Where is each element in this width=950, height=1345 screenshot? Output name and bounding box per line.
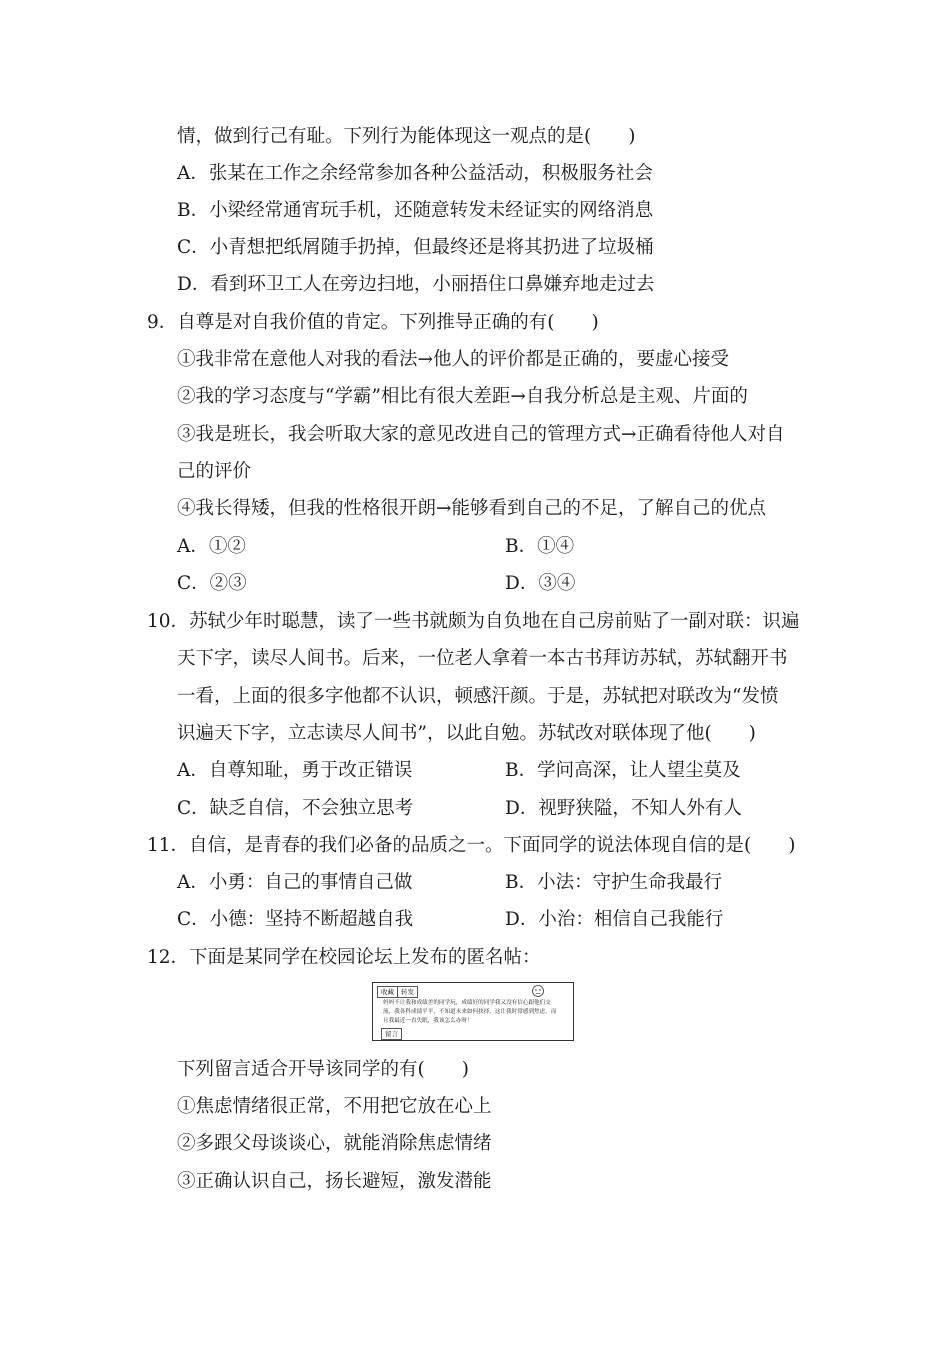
- question-10-stem-4: 识遍天下字，立志读尽人间书”，以此自勉。苏轼改对联体现了他( ): [177, 723, 756, 744]
- worried-face-icon: [531, 984, 545, 998]
- question-10-stem: 10．苏轼少年时聪慧，读了一些书就颇为自负地在自己房前贴了一副对联：识遍: [147, 611, 800, 632]
- question-12-stem: 12．下面是某同学在校园论坛上发布的匿名帖：: [147, 947, 541, 968]
- reply-button: 留言: [381, 1028, 402, 1040]
- question-8-stem-end: 情，做到行己有耻。下列行为能体现这一观点的是( ): [177, 126, 636, 147]
- q10-option-b: B．学问高深，让人望尘莫及: [505, 760, 741, 781]
- q9-statement-1: ①我非常在意他人对我的看法→他人的评价都是正确的，要虚心接受: [177, 349, 730, 370]
- q8-option-d: D．看到环卫工人在旁边扫地，小丽捂住口鼻嫌弃地走过去: [177, 274, 655, 295]
- q8-option-a: A．张某在工作之余经常参加各种公益活动，积极服务社会: [177, 163, 653, 184]
- q12-statement-3: ③正确认识自己，扬长避短，激发潜能: [177, 1171, 492, 1192]
- q12-ask: 下列留言适合开导该同学的有( ): [177, 1059, 469, 1080]
- question-9-stem: 9．自尊是对自我价值的肯定。下列推导正确的有( ): [147, 312, 599, 333]
- q11-option-b: B．小法：守护生命我最行: [505, 872, 723, 893]
- q9-option-d: D．③④: [505, 573, 576, 594]
- collect-button: 收藏: [377, 986, 398, 998]
- q12-statement-1: ①焦虑情绪很正常，不用把它放在心上: [177, 1096, 492, 1117]
- q11-option-a: A．小勇：自己的事情自己做: [177, 872, 413, 893]
- question-10-stem-2: 天下字，读尽人间书。后来，一位老人拿着一本古书拜访苏轼，苏轼翻开书: [177, 648, 788, 669]
- q9-statement-3-cont: 己的评价: [177, 461, 252, 482]
- q9-option-c: C．②③: [177, 573, 247, 594]
- forum-post-figure: [372, 982, 574, 1041]
- anonymous-post-text: 妈妈不让我和成绩差的同学玩，成绩好的同学我又没有信心跟他们交流，我各科成绩平平，不知道未来如何抉择，这让我时常感到焦虑，而且我最近一直失眠，我该怎么办呀！: [383, 1000, 557, 1024]
- q12-statement-2: ②多跟父母谈谈心，就能消除焦虑情绪: [177, 1133, 492, 1154]
- q9-statement-3: ③我是班长，我会听取大家的意见改进自己的管理方式→正确看待他人对自: [177, 424, 785, 445]
- q9-statement-4: ④我长得矮，但我的性格很开朗→能够看到自己的不足，了解自己的优点: [177, 498, 767, 519]
- question-11-stem: 11．自信，是青春的我们必备的品质之一。下面同学的说法体现自信的是( ): [147, 835, 796, 856]
- q11-option-d: D．小治：相信自己我能行: [505, 909, 724, 930]
- forward-button: 转发: [397, 986, 418, 998]
- q9-statement-2: ②我的学习态度与“学霸”相比有很大差距→自我分析总是主观、片面的: [177, 386, 748, 407]
- q10-option-d: D．视野狭隘，不知人外有人: [505, 798, 742, 819]
- q10-option-a: A．自尊知耻，勇于改正错误: [177, 760, 413, 781]
- q8-option-b: B．小梁经常通宵玩手机，还随意转发未经证实的网络消息: [177, 200, 654, 221]
- q9-option-a: A．①②: [177, 536, 246, 557]
- q9-option-b: B．①④: [505, 536, 575, 557]
- q10-option-c: C．缺乏自信，不会独立思考: [177, 798, 414, 819]
- q11-option-c: C．小德：坚持不断超越自我: [177, 909, 414, 930]
- q8-option-c: C．小青想把纸屑随手扔掉，但最终还是将其扔进了垃圾桶: [177, 237, 654, 258]
- question-10-stem-3: 一看，上面的很多字他都不认识，顿感汗颜。于是，苏轼把对联改为“发愤: [177, 686, 779, 707]
